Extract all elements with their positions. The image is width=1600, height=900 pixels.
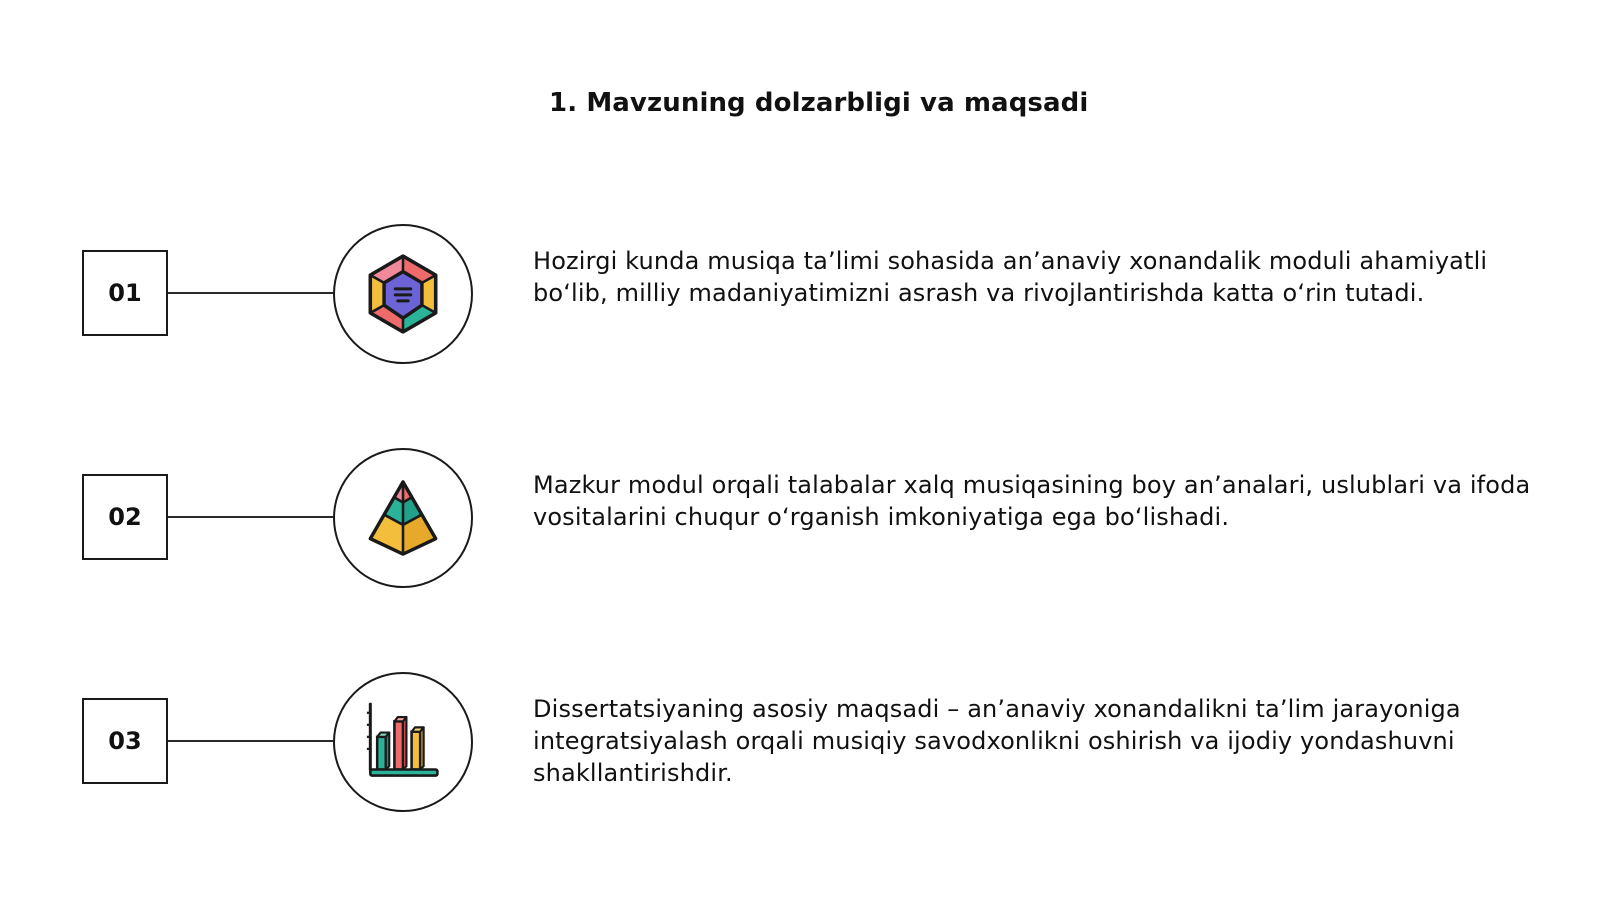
- connector-line: [168, 516, 334, 518]
- item-icon-circle: [333, 224, 473, 364]
- list-item: [0, 224, 1600, 364]
- list-item: [0, 672, 1600, 812]
- hexagon-list-icon: [360, 251, 446, 337]
- connector-line: [168, 740, 334, 742]
- item-description: Dissertatsiyaning asosiy maqsadi – an’anaviy xonandalikni ta’lim jarayoniga integratsiyalash orqali musiqiy savodxonlikni oshirish va ijodiy yondashuvni shakllantirishdir.: [533, 695, 1461, 787]
- connector-line: [168, 292, 334, 294]
- item-number-box: 01: [82, 250, 168, 336]
- item-number-box: 02: [82, 474, 168, 560]
- item-number-box: 03: [82, 698, 168, 784]
- list-item: [0, 448, 1600, 588]
- item-description: Hozirgi kunda musiqa ta’limi sohasida an’anaviy xonandalik moduli ahamiyatli bo‘lib, milliy madaniyatimizni asrash va rivojlantirishda katta o‘rin tutadi.: [533, 247, 1488, 307]
- item-icon-circle: [333, 448, 473, 588]
- item-description: Mazkur modul orqali talabalar xalq musiqasining boy an’analari, uslublari va ifoda vositalarini chuqur o‘rganish imkoniyatiga ega bo‘lishadi.: [533, 471, 1531, 531]
- item-icon-circle: [333, 672, 473, 812]
- pyramid-icon: [360, 475, 446, 561]
- bar-chart-icon: [360, 699, 446, 785]
- slide-title: 1. Mavzuning dolzarbligi va maqsadi: [549, 88, 1089, 118]
